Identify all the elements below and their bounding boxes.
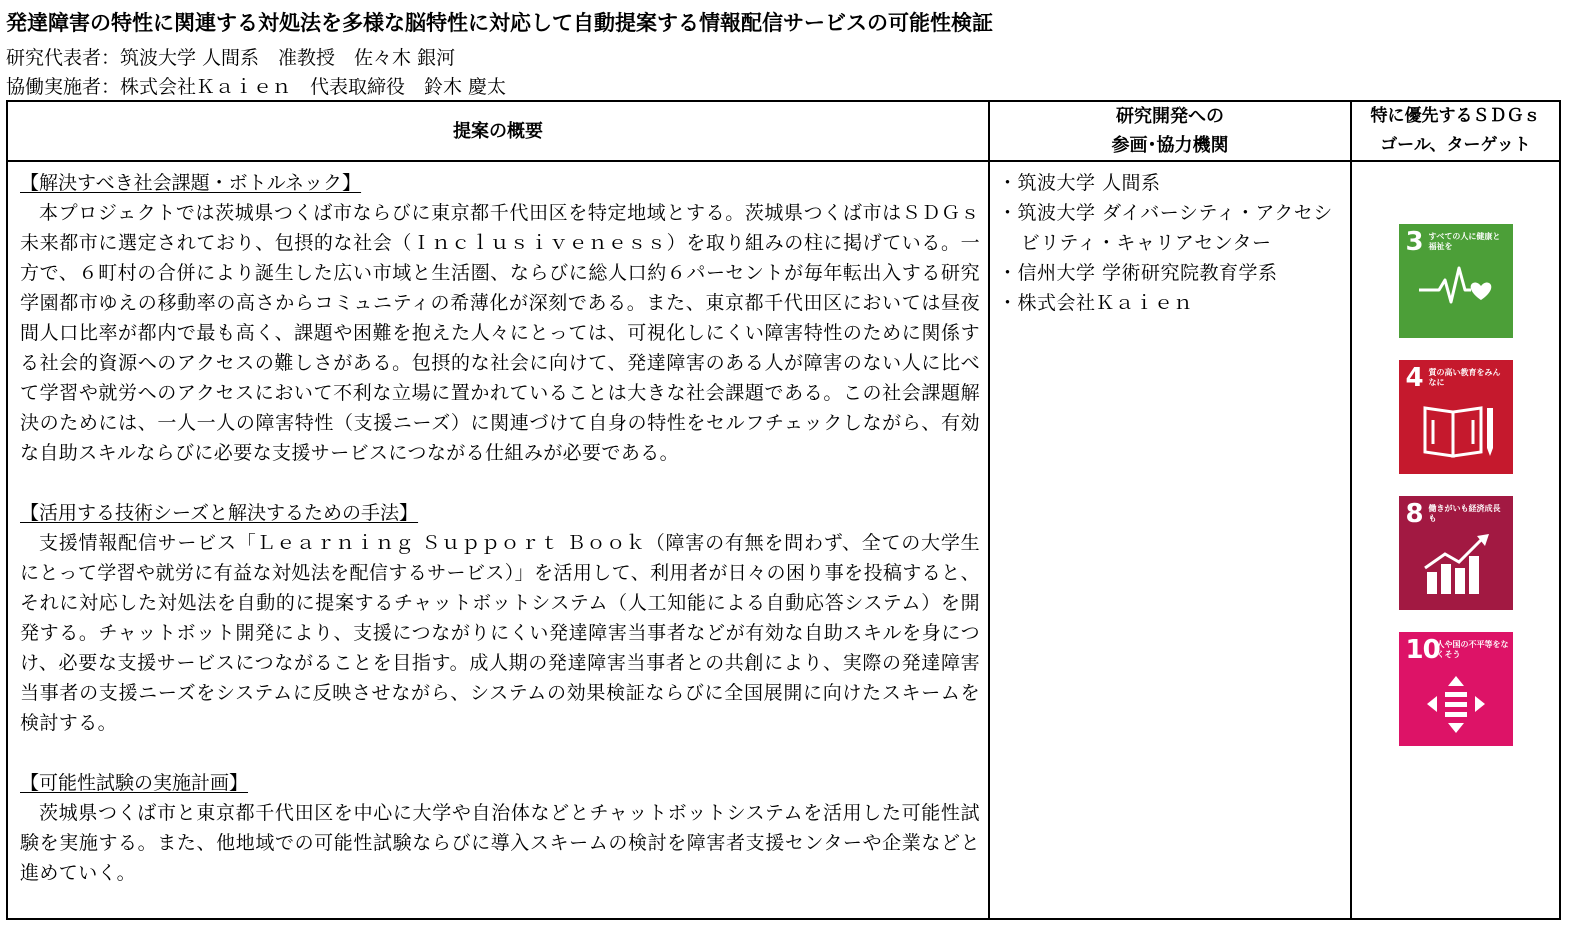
collaborator-line: 協働実施者：株式会社Ｋａｉｅｎ 代表取締役 鈴木 慶太 [6,76,507,98]
proposal-table [6,100,1561,920]
equality-arrows-icon [1399,632,1513,746]
section-body: 本プロジェクトでは茨城県つくば市ならびに東京都千代田区を特定地域とする。茨城県つくば市はＳＤＧｓ未来都市に選定されており、包摂的な社会（Ｉｎｃｌｕｓｉｖｅｎｅｓｓ）を取り組みの柱に掲げている。一方で、６町村の合併により誕生した広い市域と生活圏、ならびに総人口約６パーセントが毎年転出入する研究学園都市ゆえの移動率の高さからコミュニティの希薄化が深刻である。また、東京都千代田区においては昼夜間人口比率が都内で最も高く、課題や困難を抱えた人々にとっては、可視化しにくい障害特性のために関係する社会的資源へのアクセスの難しさがある。包摂的な社会に向けて、発達障害のある人が障害のない人に比べて学習や就労へのアクセスにおいて不利な立場に置かれていることは大きな社会課題である。この社会課題解決のためには、一人一人の障害特性（支援ニーズ）に関連づけて自身の特性をセルフチェックしながら、有効な自助スキルならびに必要な支援サービスにつながる仕組みが必要である。 [20,202,980,464]
section-heading: 【活用する技術シーズと解決するための手法】 [20,502,419,524]
section-body: 支援情報配信サービス「Ｌｅａｒｎｉｎｇ Ｓｕｐｐｏｒｔ Ｂｏｏｋ（障害の有無を問わず、全ての大学生にとって学習や就労に有益な対処法を配信するサービス）」を活用して、利用者が日々の困り事を投稿すると、それに対応した対処法を自動的に提案するチャットボットシステム（人工知能による自動応答システム）を開発する。チャットボット開発により、支援につながりにくい発達障害当事者などが有効な自助スキルを身につけ、必要な支援サービスにつながることを目指す。成人期の発達障害当事者との共創により、実際の発達障害当事者の支援ニーズをシステムに反映させながら、システムの効果検証ならびに全国展開に向けたスキームを検討する。 [20,532,980,734]
sdg-goal-4-tile: 4 質の高い教育をみんなに [1399,360,1513,474]
list-item: ・筑波大学 人間系 [998,172,1161,194]
sdgs-cell [1351,161,1560,919]
sdg-goal-10-tile: 10 人や国の不平等をなくそう [1399,632,1513,746]
section-heading: 【可能性試験の実施計画】 [20,772,249,794]
organizations-cell [989,161,1351,919]
growth-chart-icon [1399,496,1513,610]
table-header-row [7,101,1560,161]
header-summary: 提案の概要 [7,101,989,161]
organization-list [998,168,1344,318]
section-body: 茨城県つくば市と東京都千代田区を中心に大学や自治体などとチャットボットシステムを活用した可能性試験を実施する。また、他地域での可能性試験ならびに導入スキームの検討を障害者支援センターや企業などと進めていく。 [20,802,980,884]
document-title: 発達障害の特性に関連する対処法を多様な脳特性に対応して自動提案する情報配信サービスの可能性検証 [6,11,993,35]
section-heading: 【解決すべき社会課題・ボトルネック】 [20,172,362,194]
header-sdgs: 特に優先するＳＤＧｓ ゴール、ターゲット [1351,101,1560,161]
representative-line: 研究代表者：筑波大学 人間系 准教授 佐々木 銀河 [6,47,456,69]
book-pencil-icon [1399,360,1513,474]
section-plan [20,768,980,888]
list-item: ・株式会社Ｋａｉｅｎ [998,292,1194,314]
table-body-row [7,161,1560,919]
list-item: ・筑波大学 ダイバーシティ・アクセシビリティ・キャリアセンター [998,202,1333,254]
sdg-goal-8-tile: 8 働きがいも経済成長も [1399,496,1513,610]
heartbeat-icon [1399,224,1513,338]
section-technology [20,498,980,738]
section-social-issue [20,168,980,468]
list-item: ・信州大学 学術研究院教育学系 [998,262,1278,284]
summary-cell [7,161,989,919]
header-organizations: 研究開発への 参画･協力機関 [989,101,1351,161]
sdg-goal-3-tile: 3 すべての人に健康と福祉を [1399,224,1513,338]
